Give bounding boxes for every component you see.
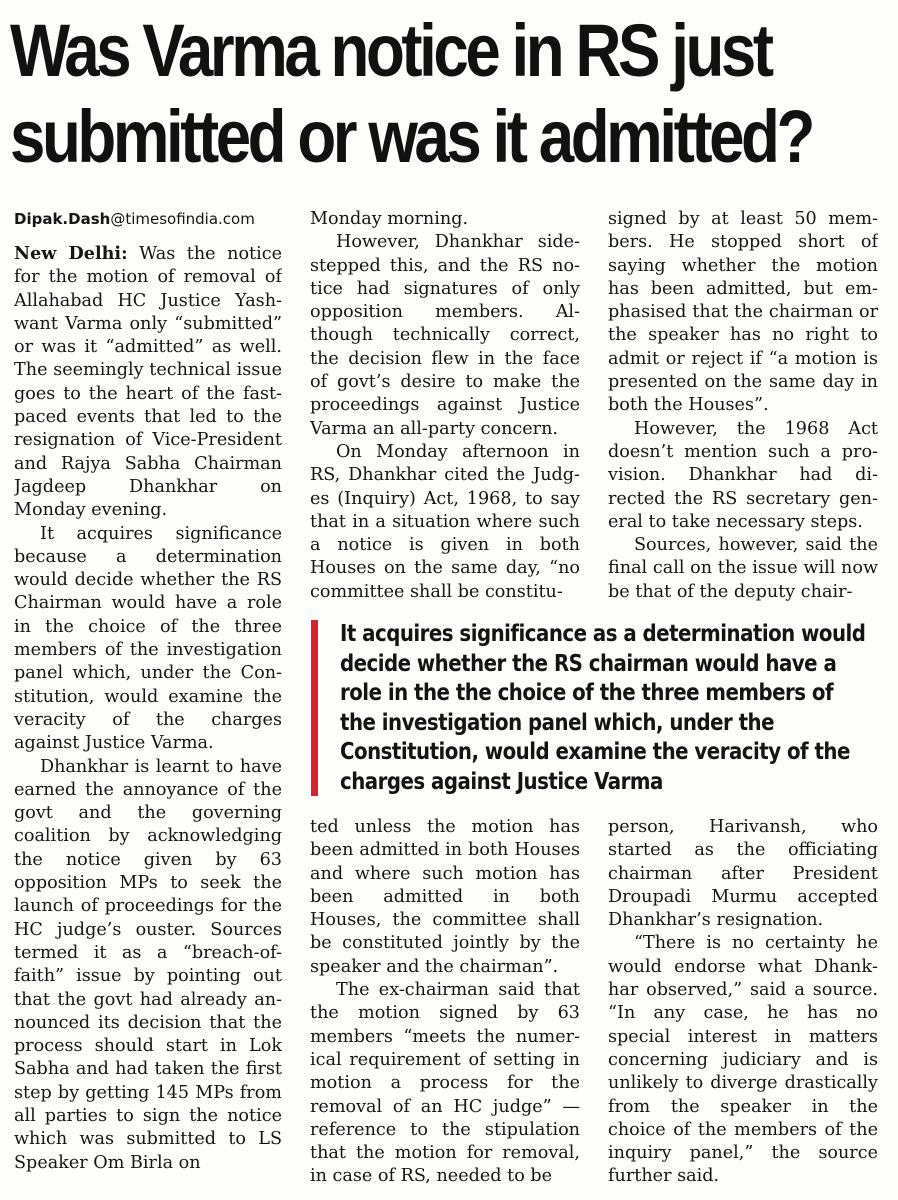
article-column-2 [310,208,580,608]
byline-domain: @timesofindia.com [110,210,255,228]
paragraph: The ex-chairman said that the motion signed by 63 members “meets the numerical requirement of setting in motion a process for the removal of an HC judge” — reference to the stipulation that the motion for removal, in case of RS, needed to be [310,980,580,1187]
pull-quote-text: It acquires significance as a determination would decide whether the RS chairman would have a role in the the choice of the three members of the investigation panel which, under the Constitution, would examine the veracity of the charges against Justice Varma [340,621,866,795]
paragraph-text: Was the notice for the motion of removal of Allahabad HC Justice Yashwant Varma only “submitted” or was it “admitted” as well. The seemingly technical issue goes to the heart of the fast-paced events that led to the resignation of Vice-President and Rajya Sabha Chairman Jagdeep Dhankhar on Monday evening. [14,244,282,521]
byline-author: Dipak.Dash [14,210,111,228]
paragraph: Sources, however, said the final call on the issue will now be that of the deputy chair- [608,535,878,602]
paragraph: Monday morning. [310,209,469,229]
article-column-2-continued [310,816,580,1192]
paragraph: However, the 1968 Act doesn’t mention such a provision. Dhankhar had directed the RS secretary general to take necessary steps. [608,418,878,532]
headline [10,8,812,180]
paragraph: However, Dhankhar sidestepped this, and the RS notice had signatures of only opposition members. Although technically correct, the decision flew in the face of govt’s desire to make the proceedings against Justice Varma an all-party concern. [310,232,580,439]
article-column-3-continued [608,816,878,1192]
paragraph: “There is no certainty he would endorse what Dhankhar observed,” said a source. “In any case, he has no special interest in matters concerning judiciary and is unlikely to diverge drastically from the speaker in the choice of the members of the inquiry panel,” the source further said. [608,933,878,1187]
paragraph: It acquires significance because a determination would decide whether the RS Chairman would have a role in the choice of the three members of the investigation panel which, under the Constitution, would examine the veracity of the charges against Justice Varma. [14,523,282,754]
paragraph: signed by at least 50 members. He stopped short of saying whether the motion has been admitted, but emphasised that the chairman or the speaker has no right to admit or reject if “a motion is presented on the same day in both the Houses”. [608,209,878,416]
headline-line-2: submitted or was it admitted? [10,95,812,178]
article-column-1 [14,208,282,1192]
paragraph: person, Harivansh, who started as the officiating chairman after President Droupadi Murmu accepted Dhankhar’s resignation. [608,817,878,931]
pull-quote [311,620,883,796]
article-column-3 [608,208,878,608]
headline-line-1: Was Varma notice in RS just [10,9,771,92]
byline [14,208,282,230]
paragraph: Dhankhar is learnt to have earned the annoyance of the govt and the governing coalition by acknowledging the notice given by 63 opposition MPs to seek the launch of proceedings for the HC judge’s ouster. Sources termed it as a “breach-of-faith” issue by pointing out that the govt had already announced its decision that the process should start in Lok Sabha and had taken the first step by getting 145 MPs from all parties to sign the notice which was submitted to LS Speaker Om Birla on [14,756,282,1173]
paragraph: On Monday afternoon in RS, Dhankhar cited the Judges (Inquiry) Act, 1968, to say that in a situation where such a notice is given in both Houses on the same day, “no committee shall be constitu- [310,441,580,602]
paragraph: ted unless the motion has been admitted in both Houses and where such motion has been admitted in both Houses, the committee shall be constituted jointly by the speaker and the chairman”. [310,817,580,977]
dateline: New Delhi: [14,243,128,264]
paragraph [14,242,282,523]
